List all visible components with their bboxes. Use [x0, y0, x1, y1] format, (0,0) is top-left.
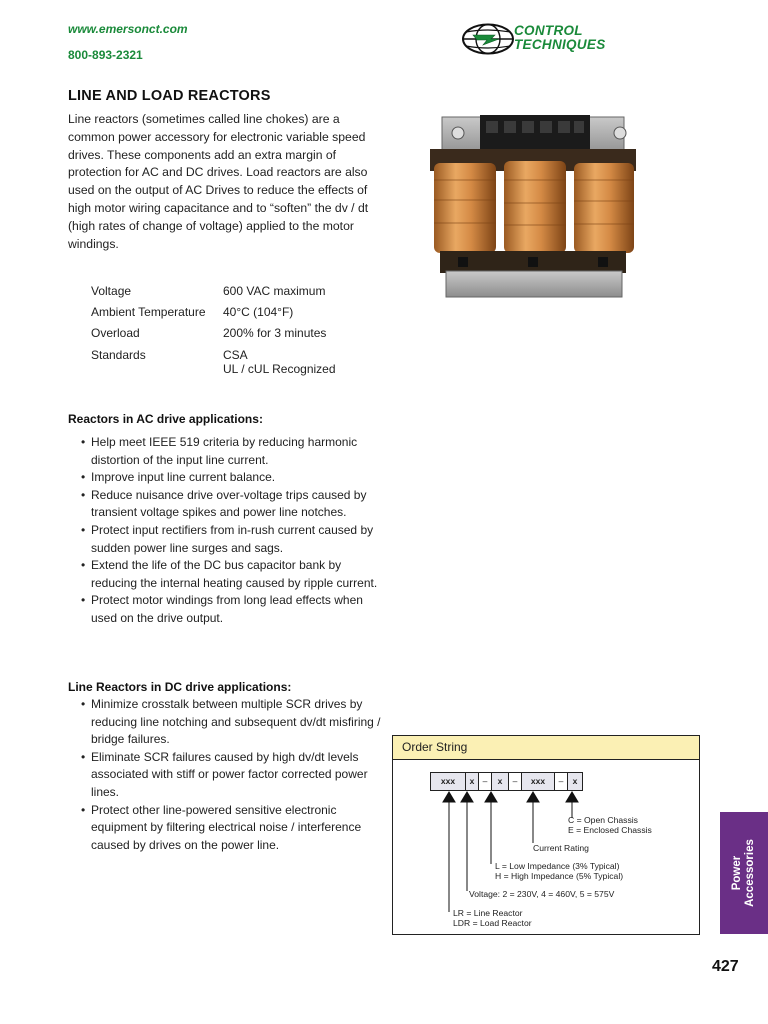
code-segment: x [492, 773, 509, 790]
spec-value: 200% for 3 minutes [223, 326, 327, 340]
dc-section-title: Line Reactors in DC drive applications: [68, 680, 292, 694]
list-item: • Extend the life of the DC bus capacitor bank by reducing the internal heating caused by ripple current. [77, 557, 387, 592]
list-item: • Protect other line-powered sensitive electronic equipment by filtering electrical noise / interference caused by drives on the power line. [77, 802, 387, 855]
arrow-up-icon [527, 792, 539, 802]
type-legend [453, 908, 532, 928]
order-string-box [392, 735, 700, 935]
list-item: • Help meet IEEE 519 criteria by reducing harmonic distortion of the input line current. [77, 434, 387, 469]
list-item: • Reduce nuisance drive over-voltage trips caused by transient voltage spikes and power line notches. [77, 487, 387, 522]
side-tab-line-1: Power [731, 855, 743, 891]
page-number: 427 [712, 958, 739, 975]
logo-line-1: CONTROL [514, 23, 583, 38]
line-reactor-photo [428, 105, 638, 313]
code-segment: x [568, 773, 582, 790]
legend-line: L = Low Impedance (3% Typical) [495, 861, 620, 871]
section-side-tab [720, 812, 768, 934]
list-item: • Eliminate SCR failures caused by high dv/dt levels associated with stiff or power factor corrected power lines. [77, 749, 387, 802]
ac-section-title: Reactors in AC drive applications: [68, 412, 263, 426]
legend-line: E = Enclosed Chassis [568, 825, 652, 835]
legend-line: LDR = Load Reactor [453, 918, 532, 928]
code-segment: xxx [522, 773, 555, 790]
control-techniques-logo [461, 22, 641, 56]
arrow-up-icon [485, 792, 497, 802]
spec-label: Voltage [91, 284, 132, 298]
arrow-up-icon [443, 792, 455, 802]
list-item: • Minimize crosstalk between multiple SCR drives by reducing line notching and subsequent dv/dt misfiring / bridge failures. [77, 696, 387, 749]
side-tab-line-2: Accessories [744, 839, 756, 907]
ac-bullet-list [77, 434, 387, 628]
dc-bullet-list [77, 696, 387, 854]
spec-value: CSA [223, 348, 248, 362]
arrow-up-icon [461, 792, 473, 802]
website-link[interactable]: www.emersonct.com [68, 22, 188, 36]
order-code [430, 772, 583, 791]
spec-value-2: UL / cUL Recognized [223, 362, 336, 376]
current-legend: Current Rating [533, 843, 589, 853]
spec-value: 40°C (104°F) [223, 305, 294, 319]
list-item: • Protect motor windings from long lead effects when used on the drive output. [77, 592, 387, 627]
voltage-legend: Voltage: 2 = 230V, 4 = 460V, 5 = 575V [469, 889, 615, 899]
globe-logo-icon [461, 23, 515, 55]
intro-paragraph: Line reactors (sometimes called line chokes) are a common power accessory for electronic variable speed drives. These components add an extra margin of protection for AC and DC drives. Load reactors are also used on the output of AC Drives to reduce the effects of high motor wiring capacitance and to “soften” the dv / dt (high rates of change of voltage) applied to the motor windings. [68, 112, 369, 251]
phone-number: 800-893-2321 [68, 48, 143, 62]
spec-value: 600 VAC maximum [223, 284, 326, 298]
spec-label: Ambient Temperature [91, 305, 206, 319]
logo-line-2: TECHNIQUES [514, 37, 606, 52]
code-separator: – [555, 773, 568, 790]
order-arrows [393, 736, 699, 936]
list-item: • Protect input rectifiers from in-rush current caused by sudden power line surges and sags. [77, 522, 387, 557]
spec-label: Overload [91, 326, 140, 340]
list-item: • Improve input line current balance. [77, 469, 387, 487]
impedance-legend [495, 861, 623, 881]
spec-label: Standards [91, 348, 146, 362]
code-separator: – [509, 773, 522, 790]
page-title: LINE AND LOAD REACTORS [68, 88, 271, 104]
legend-line: H = High Impedance (5% Typical) [495, 871, 624, 881]
enclosure-legend [568, 815, 652, 835]
arrow-up-icon [566, 792, 578, 802]
code-segment: xxx [431, 773, 466, 790]
order-string-header [393, 736, 699, 760]
legend-line: C = Open Chassis [568, 815, 638, 825]
code-segment: x [466, 773, 479, 790]
code-separator: – [479, 773, 492, 790]
order-string-title: Order String [402, 740, 468, 754]
legend-line: LR = Line Reactor [453, 908, 523, 918]
